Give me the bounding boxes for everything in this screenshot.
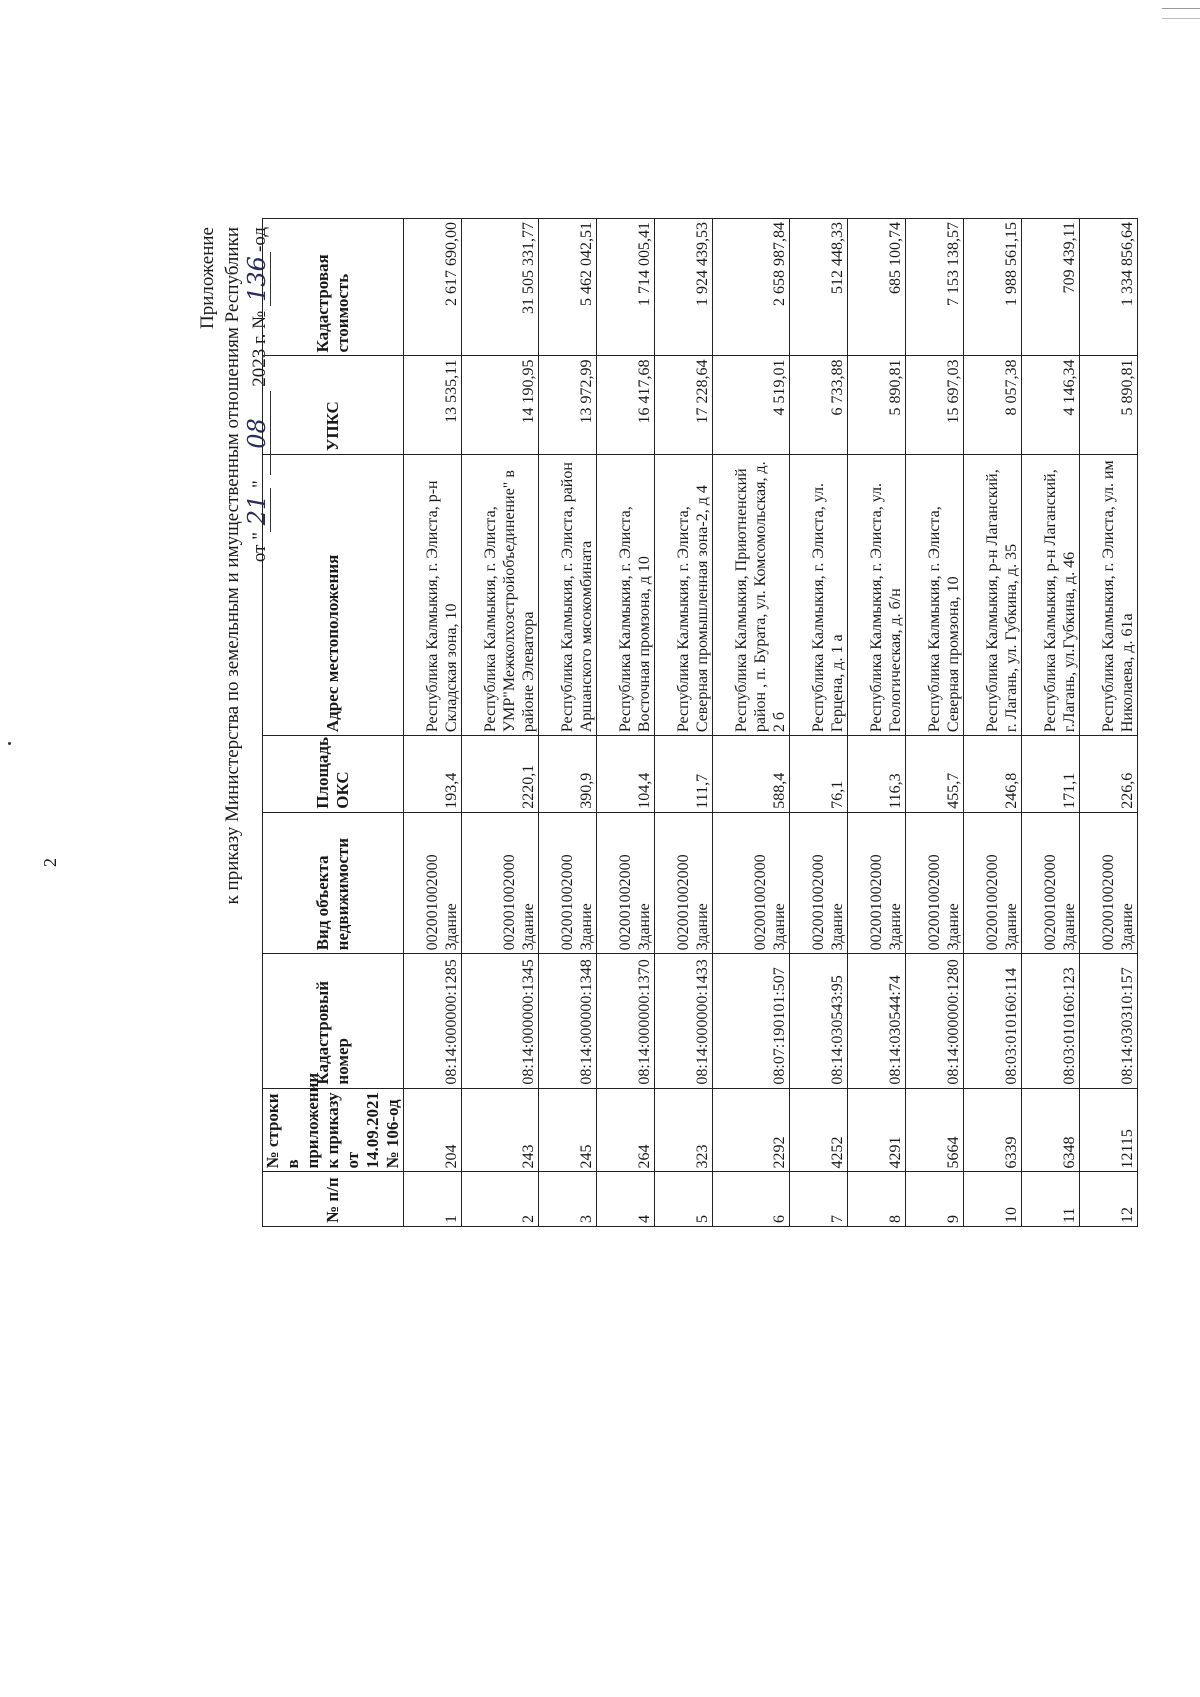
date-prefix: от "	[249, 532, 270, 563]
cell-address: Республика Калмыкия, г. Элиста, ул. Герцена, д. 1 а	[790, 455, 848, 736]
cell-area: 226,6	[1080, 736, 1138, 813]
cell-address: Республика Калмыкия, г. Элиста, Восточная промзона, д 10	[597, 455, 655, 736]
cell-address: Республика Калмыкия, г. Элиста, район Аршанского мясокомбината	[539, 455, 597, 736]
cell-cadastral-number: 08:14:000000:1345	[462, 954, 539, 1088]
cell-address: Республика Калмыкия, г. Элиста, Северная промышленная зона-2, д 4	[655, 455, 713, 736]
cell-upks: 6 733,88	[790, 356, 848, 455]
cell-area: 76,1	[790, 736, 848, 813]
cell-address: Республика Калмыкия, г. Элиста, р-н Складская зона, 10	[404, 455, 462, 736]
cell-index: 2	[462, 1172, 539, 1227]
cell-index: 7	[790, 1172, 848, 1227]
cell-cadastral-number: 08:07:190101:507	[713, 954, 790, 1088]
cell-cadastral-number: 08:14:000000:1280	[906, 954, 964, 1088]
cell-index: 12	[1080, 1172, 1138, 1227]
cell-object-kind: 002001002000 Здание	[848, 812, 906, 954]
cell-object-kind: 002001002000 Здание	[597, 812, 655, 954]
cell-line-ref: 4252	[790, 1088, 848, 1172]
cell-upks: 15 697,03	[906, 356, 964, 455]
handwritten-day: 21	[245, 488, 271, 532]
cell-line-ref: 323	[655, 1088, 713, 1172]
cell-area: 193,4	[404, 736, 462, 813]
col-header-address: Адрес местоположения	[263, 455, 404, 736]
cell-line-ref: 204	[404, 1088, 462, 1172]
cell-object-kind: 002001002000 Здание	[655, 812, 713, 954]
cell-object-kind: 002001002000 Здание	[964, 812, 1022, 954]
cell-upks: 4 519,01	[713, 356, 790, 455]
table-row	[848, 219, 906, 1227]
cell-object-kind: 002001002000 Здание	[713, 812, 790, 954]
table-row	[1022, 219, 1080, 1227]
cell-upks: 5 890,81	[848, 356, 906, 455]
cell-cadastral-number: 08:03:010160:123	[1022, 954, 1080, 1088]
cell-address: Республика Калмыкия, р-н Лаганский, г.Лагань, ул.Губкина, д. 46	[1022, 455, 1080, 736]
col-header-line-ref: № строки в приложении к приказу от 14.09.2021 № 106-од	[263, 1088, 404, 1172]
cell-address: Республика Калмыкия, Приютненский район , п. Бурата, ул. Комсомольская, д. 2 б	[713, 455, 790, 736]
cell-cadastral-number: 08:14:030310:157	[1080, 954, 1138, 1088]
cell-line-ref: 243	[462, 1088, 539, 1172]
cell-area: 2220,1	[462, 736, 539, 813]
table-row	[539, 219, 597, 1227]
cell-index: 11	[1022, 1172, 1080, 1227]
cell-upks: 14 190,95	[462, 356, 539, 455]
cell-line-ref: 245	[539, 1088, 597, 1172]
cell-cadastral-number: 08:03:010160:114	[964, 954, 1022, 1088]
cell-cadastral-value: 1 924 439,53	[655, 219, 713, 356]
col-header-index: № п/п	[263, 1172, 404, 1227]
cell-line-ref: 264	[597, 1088, 655, 1172]
cell-address: Республика Калмыкия, г. Элиста, Северная промзона, 10	[906, 455, 964, 736]
cell-cadastral-value: 31 505 331,77	[462, 219, 539, 356]
cell-cadastral-value: 1 714 005,41	[597, 219, 655, 356]
cell-cadastral-number: 08:14:000000:1285	[404, 954, 462, 1088]
cell-area: 246,8	[964, 736, 1022, 813]
cell-upks: 16 417,68	[597, 356, 655, 455]
cell-index: 6	[713, 1172, 790, 1227]
cadastral-value-table	[262, 218, 1138, 1227]
cell-line-ref: 2292	[713, 1088, 790, 1172]
cell-upks: 8 057,38	[964, 356, 1022, 455]
cell-cadastral-value: 685 100,74	[848, 219, 906, 356]
appendix-order-ref: к приказу Министерства по земельным и имущественным отношениям Республики	[222, 227, 243, 905]
date-year: 2023 г. №	[249, 310, 270, 387]
handwritten-order-number: 136	[245, 252, 271, 306]
cell-upks: 4 146,34	[1022, 356, 1080, 455]
cell-line-ref: 12115	[1080, 1088, 1138, 1172]
table-row	[964, 219, 1022, 1227]
cell-object-kind: 002001002000 Здание	[404, 812, 462, 954]
cell-address: Республика Калмыкия, г. Элиста, УМР"Межколхозстройобъединение" в районе Элеватора	[462, 455, 539, 736]
cell-upks: 13 972,99	[539, 356, 597, 455]
cell-line-ref: 6339	[964, 1088, 1022, 1172]
cell-object-kind: 002001002000 Здание	[1022, 812, 1080, 954]
cell-upks: 17 228,64	[655, 356, 713, 455]
cell-index: 1	[404, 1172, 462, 1227]
table-row	[597, 219, 655, 1227]
cell-address: Республика Калмыкия, г. Элиста, ул. Геологическая, д. б/н	[848, 455, 906, 736]
cell-line-ref: 6348	[1022, 1088, 1080, 1172]
cell-line-ref: 4291	[848, 1088, 906, 1172]
table-row	[713, 219, 790, 1227]
appendix-header	[195, 227, 272, 1487]
table-header-row	[263, 219, 404, 1227]
cell-index: 8	[848, 1172, 906, 1227]
table-row	[790, 219, 848, 1227]
cell-index: 4	[597, 1172, 655, 1227]
cell-object-kind: 002001002000 Здание	[906, 812, 964, 954]
cell-object-kind: 002001002000 Здание	[1080, 812, 1138, 954]
cell-object-kind: 002001002000 Здание	[539, 812, 597, 954]
cell-area: 588,4	[713, 736, 790, 813]
cell-upks: 5 890,81	[1080, 356, 1138, 455]
col-header-object-kind: Вид объекта недвижимости	[263, 812, 404, 954]
cell-address: Республика Калмыкия, г. Элиста, ул. им Николаева, д. 61а	[1080, 455, 1138, 736]
cell-cadastral-number: 08:14:030544:74	[848, 954, 906, 1088]
date-quote: "	[249, 480, 270, 488]
cell-index: 9	[906, 1172, 964, 1227]
table-row	[655, 219, 713, 1227]
appendix-title: Приложение	[197, 227, 218, 329]
cell-cadastral-value: 7 153 138,57	[906, 219, 964, 356]
cell-index: 5	[655, 1172, 713, 1227]
cell-cadastral-number: 08:14:000000:1433	[655, 954, 713, 1088]
handwritten-month: 08	[245, 391, 271, 475]
page-number: 2	[40, 858, 60, 867]
cell-cadastral-number: 08:14:000000:1370	[597, 954, 655, 1088]
cell-area: 111,7	[655, 736, 713, 813]
cell-object-kind: 002001002000 Здание	[462, 812, 539, 954]
table-row	[1080, 219, 1138, 1227]
cell-address: Республика Калмыкия, р-н Лаганский, г. Лагань, ул. Губкина, д. 35	[964, 455, 1022, 736]
cell-area: 455,7	[906, 736, 964, 813]
cell-cadastral-value: 1 988 561,15	[964, 219, 1022, 356]
cell-area: 104,4	[597, 736, 655, 813]
cell-line-ref: 5664	[906, 1088, 964, 1172]
col-header-cadastral-number: Кадастровый номер	[263, 954, 404, 1088]
cell-object-kind: 002001002000 Здание	[790, 812, 848, 954]
cell-index: 3	[539, 1172, 597, 1227]
cell-upks: 13 535,11	[404, 356, 462, 455]
cell-area: 390,9	[539, 736, 597, 813]
table-row	[462, 219, 539, 1227]
col-header-cadastral-value: Кадастровая стоимость	[263, 219, 404, 356]
cell-index: 10	[964, 1172, 1022, 1227]
cell-cadastral-value: 1 334 856,64	[1080, 219, 1138, 356]
col-header-area: Площадь ОКС	[263, 736, 404, 813]
cell-cadastral-value: 512 448,33	[790, 219, 848, 356]
cell-cadastral-value: 2 658 987,84	[713, 219, 790, 356]
table-row	[906, 219, 964, 1227]
cell-cadastral-number: 08:14:030543:95	[790, 954, 848, 1088]
cell-area: 171,1	[1022, 736, 1080, 813]
cell-cadastral-value: 5 462 042,51	[539, 219, 597, 356]
cell-cadastral-number: 08:14:000000:1348	[539, 954, 597, 1088]
cell-cadastral-value: 2 617 690,00	[404, 219, 462, 356]
cell-cadastral-value: 709 439,11	[1022, 219, 1080, 356]
table-row	[404, 219, 462, 1227]
cell-area: 116,3	[848, 736, 906, 813]
order-suffix: -од	[249, 227, 270, 252]
col-header-upks: УПКС	[263, 356, 404, 455]
